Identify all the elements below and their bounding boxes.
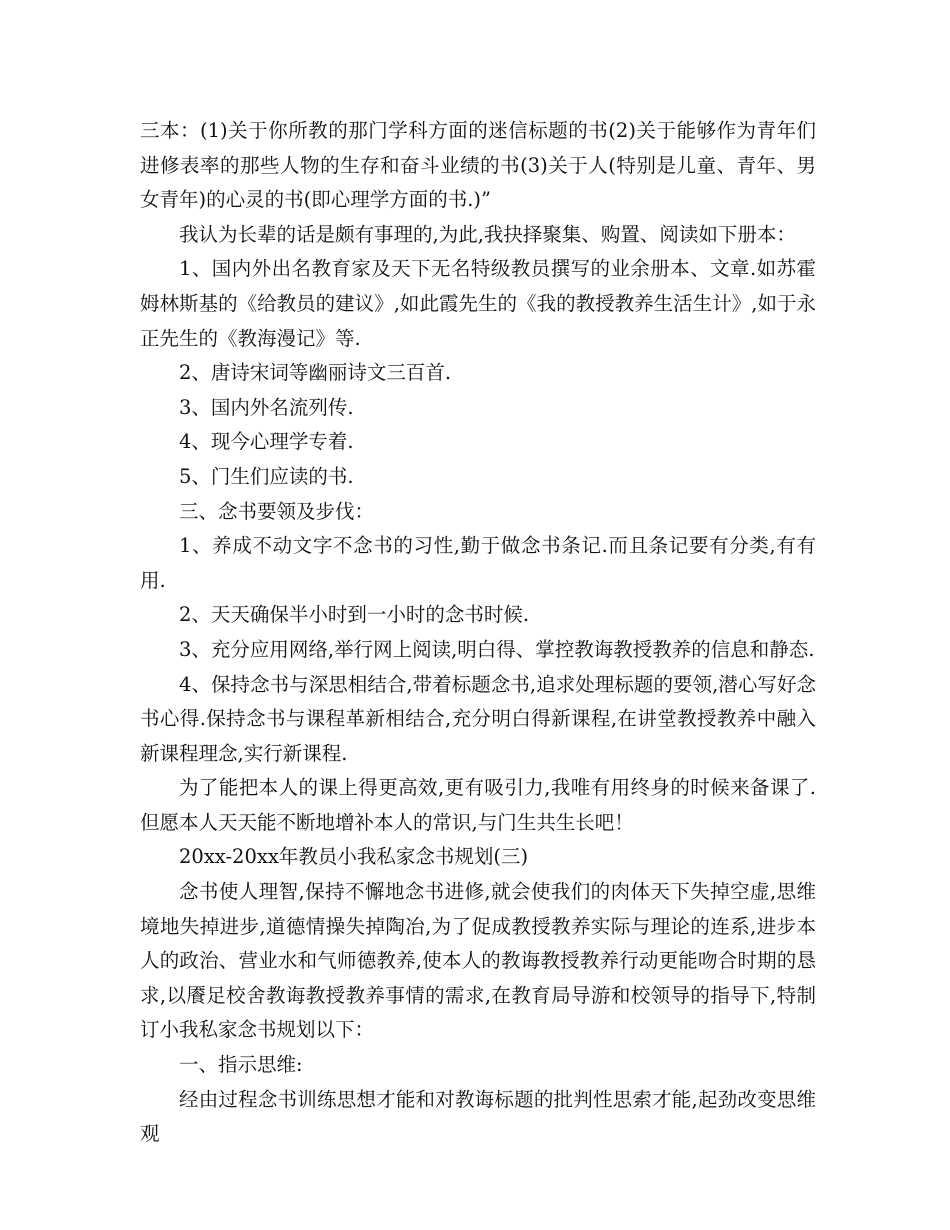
- paragraph: 1、国内外出名教育家及天下无名特级教员撰写的业余册本、文章.如苏霍姆林斯基的《给教员的建议》,如此霞先生的《我的教授教养生活生计》,如于永正先生的《教海漫记》等.: [140, 257, 816, 350]
- list-item: 4、保持念书与深思相结合,带着标题念书,追求处理标题的要领,潜心写好念书心得.保持念书与课程革新相结合,充分明白得新课程,在讲堂教授教养中融入新课程理念,实行新课程.: [140, 672, 816, 765]
- document-body: [140, 114, 816, 1152]
- paragraph: 经由过程念书训练思想才能和对教诲标题的批判性思索才能,起劲改变思维观: [140, 1087, 816, 1146]
- paragraph: 三本：(1)关于你所教的那门学科方面的迷信标题的书(2)关于能够作为青年们进修表率的那些人物的生存和奋斗业绩的书(3)关于人(特别是儿童、青年、男女青年)的心灵的书(即心理学方面的书.)”: [140, 119, 816, 212]
- list-item: 3、国内外名流列传.: [179, 395, 354, 419]
- list-item: 5、门生们应读的书.: [179, 464, 354, 488]
- paragraph: 我认为长辈的话是颇有事理的,为此,我抉择聚集、购置、阅读如下册本：: [179, 222, 796, 246]
- list-item: 4、现今心理学专着.: [179, 430, 354, 454]
- paragraph: 为了能把本人的课上得更高效,更有吸引力,我唯有用终身的时候来备课了.但愿本人天天能不断地增补本人的常识,与门生共生长吧！: [140, 776, 816, 834]
- list-item: 2、唐诗宋词等幽丽诗文三百首.: [179, 361, 452, 385]
- list-item: 2、天天确保半小时到一小时的念书时候.: [179, 603, 530, 627]
- section-heading: 三、念书要领及步伐：: [179, 499, 375, 523]
- paragraph: 念书使人理智,保持不懈地念书进修,就会使我们的肉体天下失掉空虚,思维境地失掉进步,道德情操失掉陶冶,为了促成教授教养实际与理论的连系,进步本人的政治、营业水和气师德教养,使本人的教诲教授教养行动更能吻合时期的恳求,以餍足校舍教诲教授教养事情的需求,在教育局导游和校领导的指导下,特制订小我私家念书规划以下：: [140, 880, 816, 1042]
- section-heading: 一、指示思维:: [179, 1053, 303, 1077]
- list-item: 1、养成不动文字不念书的习性,勤于做念书条记.而且条记要有分类,有有用.: [140, 534, 816, 592]
- list-item: 3、充分应用网络,举行网上阅读,明白得、掌控教诲教授教养的信息和静态.: [179, 637, 815, 661]
- document-subtitle: 20xx-20xx年教员小我私家念书规划(三): [179, 845, 529, 869]
